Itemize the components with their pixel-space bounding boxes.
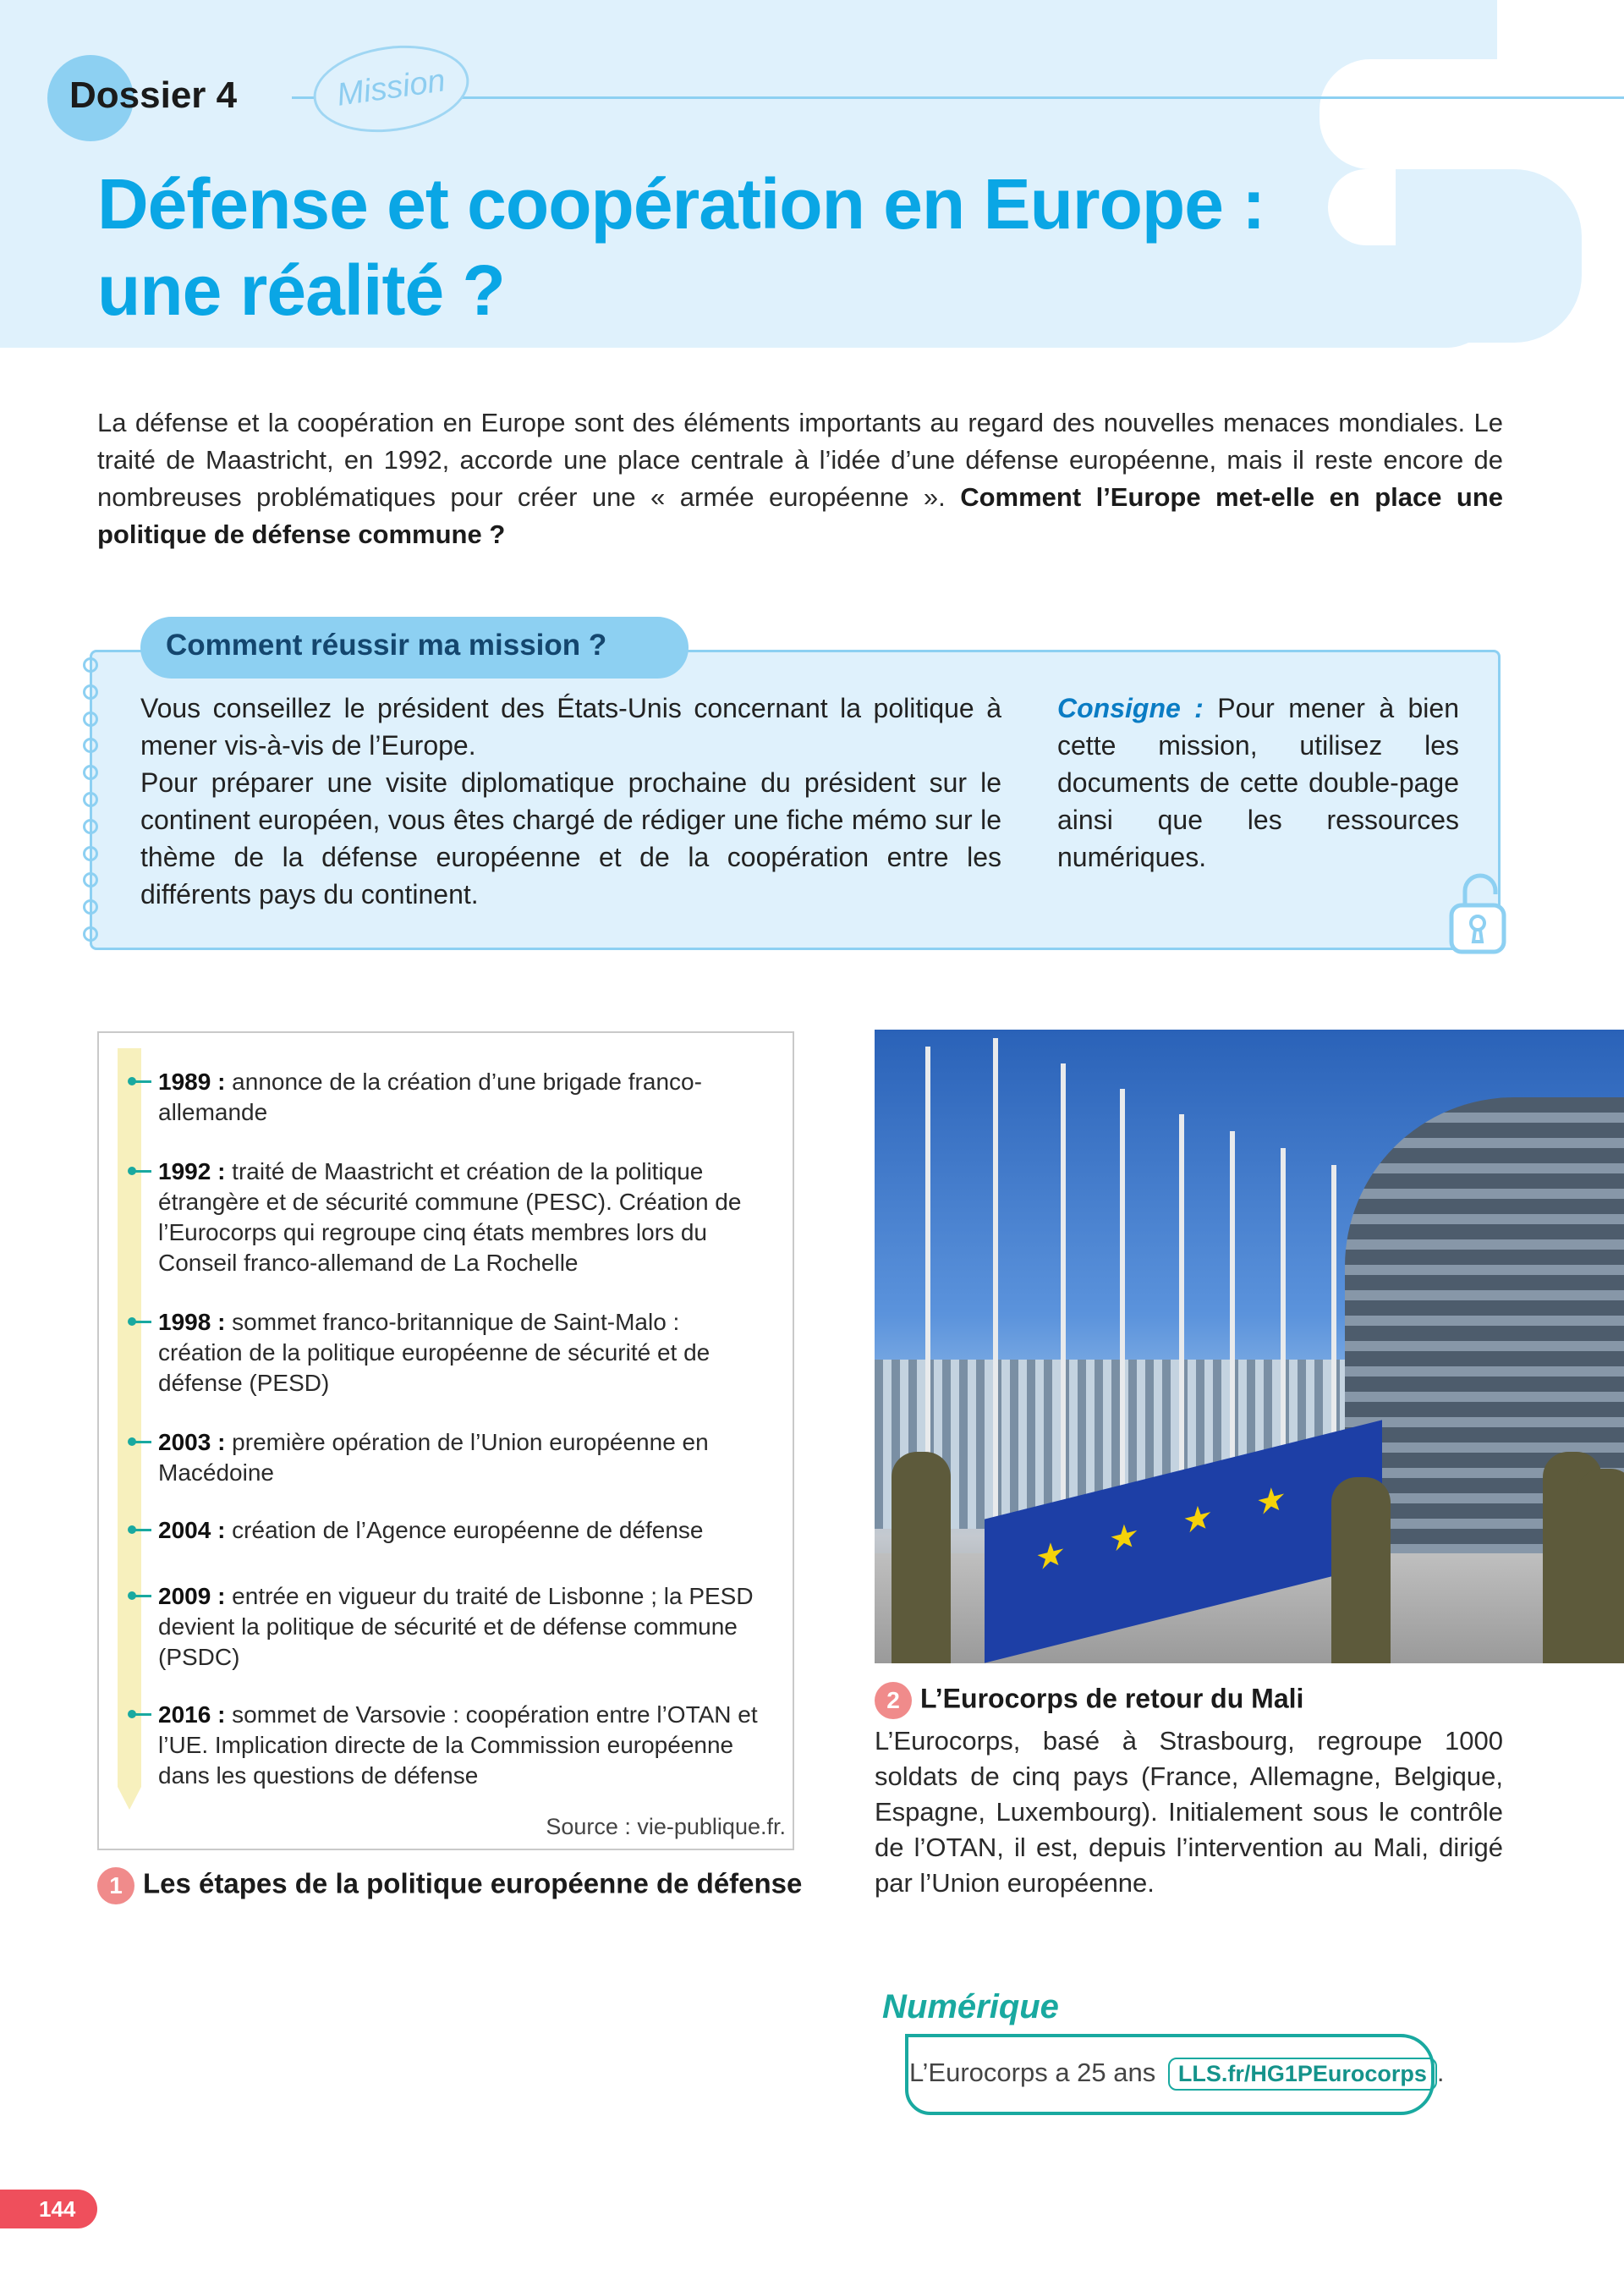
- timeline-event: 2004 : création de l’Agence européenne de défense: [158, 1515, 767, 1546]
- numerique-desc: L’Eurocorps a 25 ans: [909, 2058, 1156, 2087]
- lock-icon: [1448, 867, 1507, 956]
- page-number: 144: [0, 2190, 97, 2228]
- header-line: [292, 96, 1624, 99]
- timeline-event: 2003 : première opération de l’Union européenne en Macédoine: [158, 1427, 767, 1488]
- mission-p2: Pour préparer une visite diplomatique prochaine du président sur le continent européen, vous êtes chargé de rédiger une fiche mémo sur le thème de la défense européenne et de la coopération entre les différents pays du continent.: [140, 767, 1001, 909]
- consigne-label: Consigne :: [1057, 693, 1204, 723]
- eurocorps-link[interactable]: LLS.fr/HG1PEurocorps: [1168, 2058, 1437, 2091]
- consigne-text: Pour mener à bien cette mission, utilisez les documents de cette double-page ainsi que les ressources numériques.: [1057, 693, 1460, 872]
- timeline-event: 1992 : traité de Maastricht et création de la politique étrangère et de sécurité commune (PESC). Création de l’Eurocorps qui regroupe cinq états membres lors du Conseil franco-allemand de La Rochelle: [158, 1157, 767, 1278]
- header-decoration: [1320, 59, 1624, 169]
- numerique-end: .: [1436, 2058, 1445, 2087]
- doc2-caption: [875, 1682, 1303, 1719]
- doc-number-badge: 1: [97, 1867, 134, 1904]
- intro-question: Comment l’Europe met-elle en place une politique de défense commune ?: [97, 482, 1503, 549]
- eurocorps-photo: ★ ★ ★ ★: [875, 1030, 1624, 1663]
- timeline-box: [97, 1031, 794, 1850]
- timeline-event: 1998 : sommet franco-britannique de Saint-Malo : création de la politique européenne de sécurité et de défense (PESD): [158, 1307, 767, 1399]
- doc2-caption-text: L’Eurocorps de retour du Mali: [920, 1683, 1304, 1714]
- intro-paragraph: [97, 404, 1503, 553]
- spiral-binding-icon: [83, 651, 103, 948]
- header-decoration: [1328, 169, 1396, 245]
- header-decoration: [1303, 0, 1480, 59]
- source-note: Source : vie-publique.fr.: [546, 1814, 786, 1839]
- mission-text: [140, 690, 1001, 913]
- numerique-text: [909, 2058, 1445, 2091]
- page-title: [97, 161, 1265, 333]
- title-line-1: Défense et coopération en Europe :: [97, 164, 1265, 244]
- consigne: [1057, 690, 1459, 876]
- title-line-2: une réalité ?: [97, 250, 505, 330]
- timeline-event: 1989 : annonce de la création d’une brigade franco-allemande: [158, 1067, 767, 1128]
- mission-tab-title: Comment réussir ma mission ?: [140, 617, 689, 679]
- doc1-caption-text: Les étapes de la politique européenne de défense: [143, 1867, 803, 1899]
- intro-text: La défense et la coopération en Europe sont des éléments importants au regard des nouvelles menaces mondiales. Le traité de Maastricht, en 1992, accorde une place centrale à l’idée d’une défense européenne, mais il reste encore de nombreuses problématiques pour créer une « armée européenne ».: [97, 408, 1503, 512]
- mission-p1: Vous conseillez le président des États-Unis concernant la politique à mener vis-à-vis de l’Europe.: [140, 693, 1001, 761]
- doc1-caption: [97, 1867, 802, 1904]
- timeline-bar: [118, 1048, 141, 1810]
- numerique-label: Numérique: [882, 1988, 1059, 2025]
- dossier-label: Dossier 4: [69, 74, 238, 116]
- doc-number-badge: 2: [875, 1682, 912, 1719]
- mission-badge: Mission: [308, 36, 475, 142]
- timeline-event: 2016 : sommet de Varsovie : coopération entre l’OTAN et l’UE. Implication directe de la Commission européenne dans les questions de défense: [158, 1700, 767, 1791]
- timeline-event: 2009 : entrée en vigueur du traité de Lisbonne ; la PESD devient la politique de sécurité et de défense commune (PSDC): [158, 1581, 767, 1673]
- doc2-text: L’Eurocorps, basé à Strasbourg, regroupe 1000 soldats de cinq pays (France, Allemagne, Belgique, Espagne, Luxembourg). Initialement sous le contrôle de l’OTAN, il est, depuis l’intervention au Mali, dirigé par l’Union européenne.: [875, 1726, 1503, 1898]
